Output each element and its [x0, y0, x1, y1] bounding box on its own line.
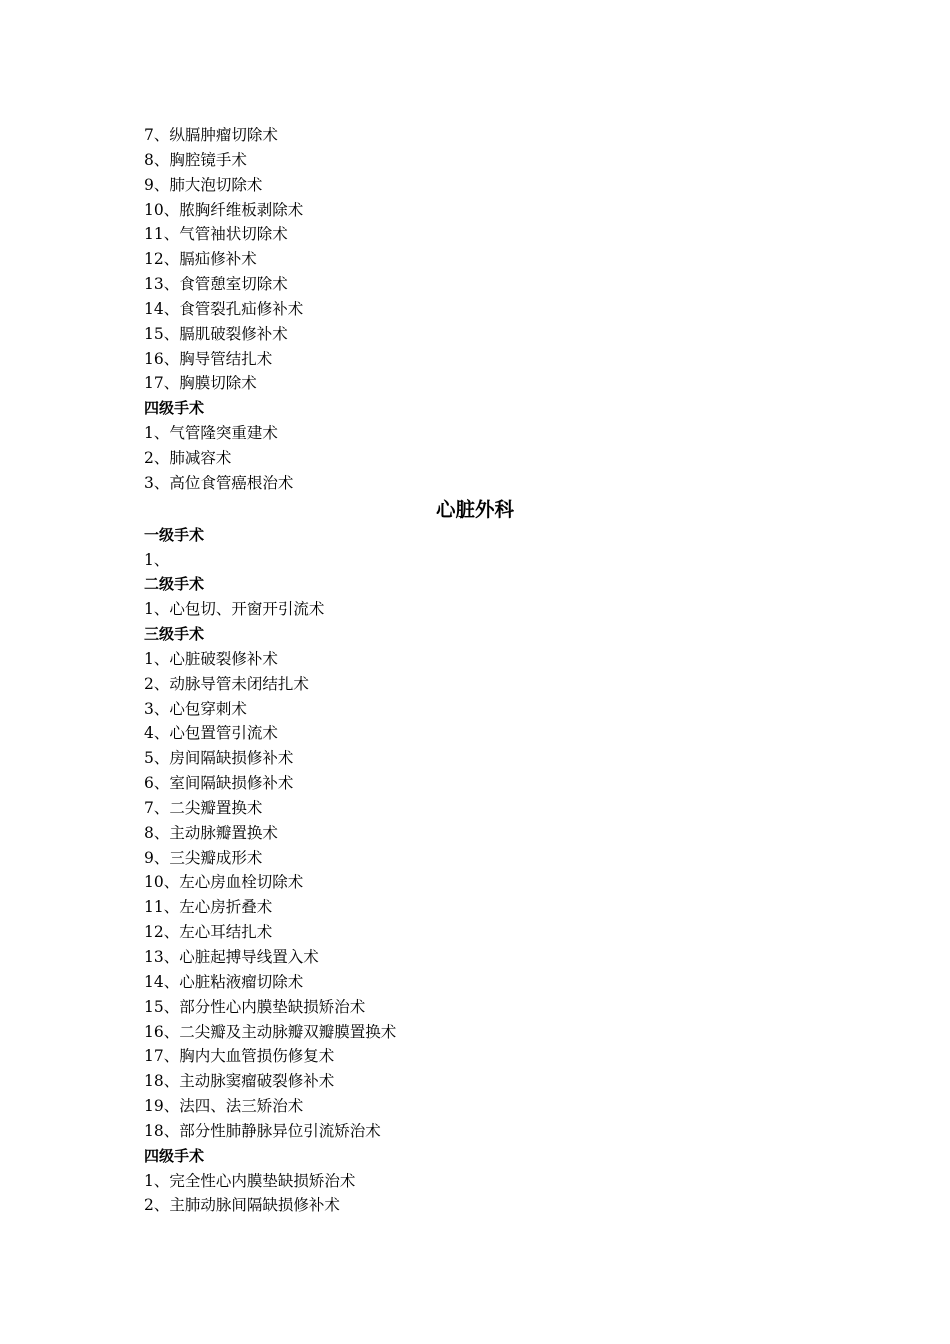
list-item: 10、脓胸纤维板剥除术 [144, 200, 304, 219]
list-item: 1、心包切、开窗开引流术 [144, 600, 325, 619]
list-item: 6、室间隔缺损修补术 [144, 774, 294, 793]
cardiac-level3-heading: 三级手术 [144, 625, 205, 644]
list-item: 7、二尖瓣置换术 [144, 798, 263, 817]
list-item: 10、左心房血栓切除术 [144, 873, 304, 892]
list-item: 14、心脏粘液瘤切除术 [144, 972, 304, 991]
list-item: 1、 [144, 550, 170, 569]
thoracic-level4-heading: 四级手术 [144, 399, 205, 418]
list-item: 13、心脏起搏导线置入术 [144, 948, 319, 966]
list-item: 8、主动脉瓣置换术 [144, 823, 278, 842]
list-item: 3、心包穿刺术 [144, 699, 247, 718]
list-item: 1、心脏破裂修补术 [144, 649, 278, 668]
list-item: 17、胸膜切除术 [144, 374, 257, 393]
list-item: 4、心包置管引流术 [144, 724, 278, 743]
list-item: 2、主肺动脉间隔缺损修补术 [144, 1196, 340, 1215]
thoracic-level4-list [144, 421, 824, 496]
list-item: 11、左心房折叠术 [144, 898, 273, 917]
list-item: 5、房间隔缺损修补术 [144, 749, 294, 768]
list-item: 18、主动脉窦瘤破裂修补术 [144, 1072, 335, 1091]
list-item: 19、法四、法三矫治术 [144, 1097, 304, 1116]
list-item: 17、胸内大血管损伤修复术 [144, 1047, 335, 1066]
list-item: 9、三尖瓣成形术 [144, 848, 263, 867]
cardiac-level4-list [144, 1169, 824, 1219]
cardiac-section-title: 心脏外科 [435, 497, 514, 521]
list-item: 2、肺减容术 [144, 448, 232, 467]
cardiac-level4-heading: 四级手术 [144, 1146, 205, 1165]
list-item: 14、食管裂孔疝修补术 [144, 299, 304, 318]
thoracic-level3-list [144, 123, 824, 396]
cardiac-level1-heading: 一级手术 [144, 525, 205, 544]
document-content [144, 123, 824, 1218]
list-item: 1、气管隆突重建术 [144, 424, 278, 443]
list-item: 16、胸导管结扎术 [144, 349, 273, 368]
cardiac-level2-heading: 二级手术 [144, 575, 205, 594]
list-item: 2、动脉导管未闭结扎术 [144, 674, 309, 693]
list-item: 1、完全性心内膜垫缺损矫治术 [144, 1171, 356, 1190]
list-item: 12、左心耳结扎术 [144, 923, 273, 942]
list-item: 7、纵膈肿瘤切除术 [144, 126, 278, 144]
list-item: 15、膈肌破裂修补术 [144, 324, 288, 343]
list-item: 18、部分性肺静脉异位引流矫治术 [144, 1121, 381, 1140]
list-item: 3、高位食管癌根治术 [144, 473, 294, 492]
list-item: 12、膈疝修补术 [144, 250, 257, 269]
cardiac-level3-list [144, 647, 824, 1144]
list-item: 8、胸腔镜手术 [144, 150, 247, 169]
list-item: 13、食管憩室切除术 [144, 275, 288, 294]
list-item: 15、部分性心内膜垫缺损矫治术 [144, 997, 366, 1016]
list-item: 9、肺大泡切除术 [144, 175, 263, 194]
list-item: 16、二尖瓣及主动脉瓣双瓣膜置换术 [144, 1022, 397, 1041]
list-item: 11、气管袖状切除术 [144, 225, 288, 244]
